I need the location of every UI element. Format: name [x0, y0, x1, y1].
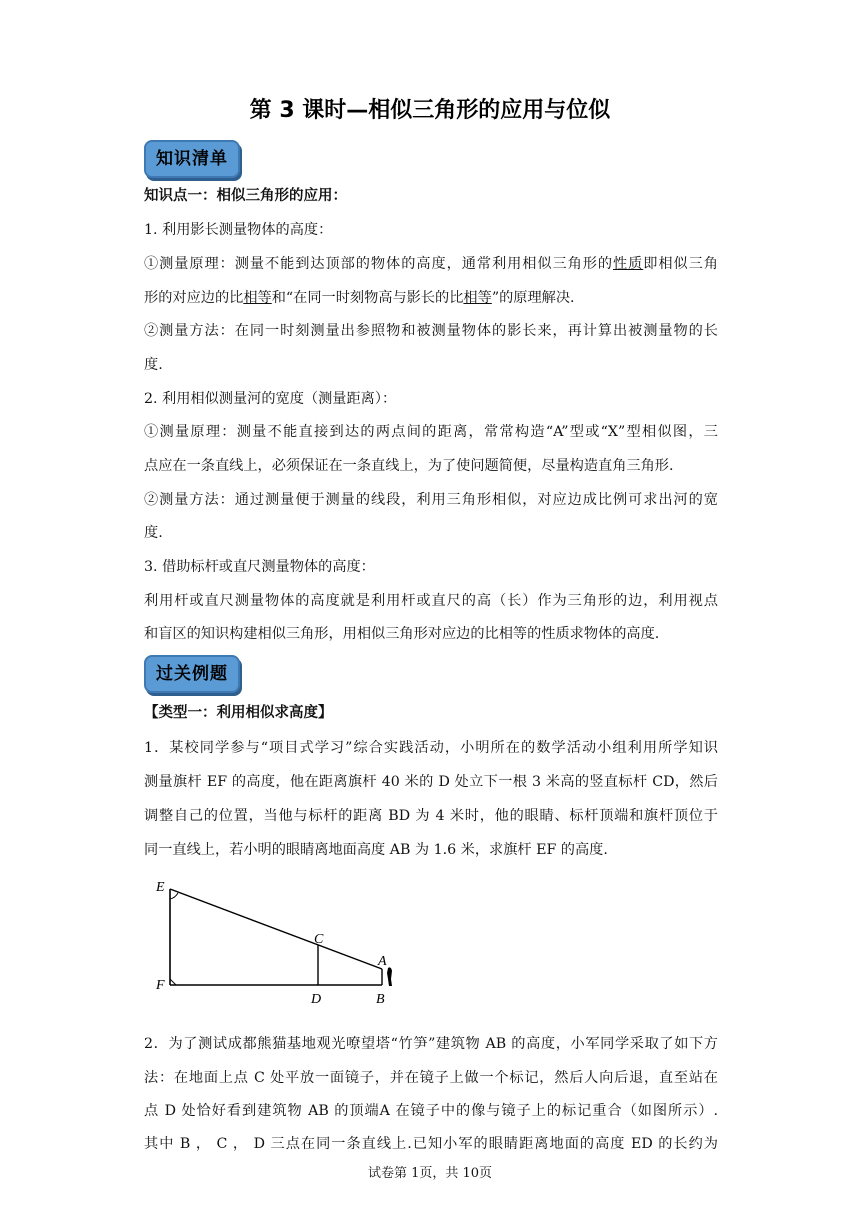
question-1-line4: 同一直线上，若小明的眼睛离地面高度 AB 为 1.6 米，求旗杆 EF 的高度. [144, 842, 608, 858]
paragraph-river-method-line2: 度. [144, 525, 163, 541]
label-c: C [314, 932, 324, 947]
text-segment: ”的原理解决. [491, 290, 575, 306]
text-segment: 即相似三角 [643, 256, 718, 272]
paragraph-3: 3. 借助标杆或直尺测量物体的高度： [144, 559, 375, 575]
flagpole-figure [150, 873, 410, 1008]
section-badge-knowledge-list: 知识清单 [144, 140, 240, 178]
underlined-term: 相等 [243, 290, 272, 306]
paragraph-method-line2: 度. [144, 357, 163, 373]
paragraph-pole-line1: 利用杆或直尺测量物体的高度就是利用杆或直尺的高（长）作为三角形的边，利用视点 [144, 593, 718, 609]
paragraph-1: 1. 利用影长测量物体的高度： [144, 222, 333, 238]
label-f: F [156, 978, 165, 993]
paragraph-principle-line1 [144, 254, 718, 274]
knowledge-point-heading: 知识点一：相似三角形的应用： [144, 188, 347, 204]
right-angle-marker-f [170, 979, 176, 985]
label-a: A [378, 954, 387, 969]
paragraph-method-line1: ②测量方法：在同一时刻测量出参照物和被测量物体的影长来，再计算出被测量物的长 [144, 323, 718, 339]
question-1-line1: 1．某校同学参与“项目式学习”综合实践活动，小明所在的数学活动小组利用所学知识 [144, 740, 718, 756]
text-segment: 形的对应边的比 [144, 290, 244, 306]
paragraph-river-principle-line1: ①测量原理：测量不能直接到达的两点间的距离，常常构造“A”型或“X”型相似图，三 [144, 424, 718, 440]
page-title: 第 3 课时—相似三角形的应用与位似 [249, 98, 611, 123]
section-badge-examples: 过关例题 [144, 655, 240, 693]
label-e: E [156, 880, 165, 895]
paragraph-principle-line2 [144, 288, 718, 308]
underlined-term: 性质 [613, 256, 644, 272]
question-1-line2: 测量旗杆 EF 的高度，他在距离旗杆 40 米的 D 处立下一根 3 米高的竖直标杆 CD，然后 [144, 774, 718, 790]
question-2-line1: 2．为了测试成都熊猫基地观光嘹望塔“竹笋”建筑物 AB 的高度，小军同学采取了如下方 [144, 1036, 718, 1052]
underlined-term: 相等 [463, 290, 492, 306]
paragraph-river-principle-line2: 点应在一条直线上，必须保证在一条直线上，为了使问题简便，尽量构造直角三角形. [144, 458, 674, 474]
page-footer: 试卷第 1页，共 10页 [367, 1166, 493, 1181]
type-heading: 【类型一：利用相似求高度】 [144, 705, 333, 721]
paragraph-2: 2. 利用相似测量河的宽度（测量距离）： [144, 391, 397, 407]
question-2-line4: 其中 B ， C ， D 三点在同一条直线上.已知小军的眼睛距离地面的高度 ED 的长约为 [144, 1136, 718, 1152]
label-b: B [376, 992, 385, 1007]
question-2-line3: 点 D 处恰好看到建筑物 AB 的顶端A 在镜子中的像与镜子上的标记重合（如图所示）. [144, 1103, 718, 1119]
person-icon [387, 967, 392, 986]
paragraph-pole-line2: 和盲区的知识构建相似三角形，用相似三角形对应边的比相等的性质求物体的高度. [144, 626, 660, 642]
text-segment: 和“在同一时刻物高与影长的比 [271, 290, 464, 306]
paragraph-river-method-line1: ②测量方法：通过测量便于测量的线段，利用三角形相似，对应边成比例可求出河的宽 [144, 492, 718, 508]
label-d: D [311, 992, 322, 1007]
sight-line-ea [170, 889, 382, 969]
angle-marker-e [170, 893, 178, 899]
text-segment: ①测量原理：测量不能到达顶部的物体的高度，通常利用相似三角形的 [144, 256, 613, 272]
question-1-line3: 调整自己的位置，当他与标杆的距离 BD 为 4 米时，他的眼睛、标杆顶端和旗杆顶位于 [144, 808, 718, 824]
question-2-line2: 法：在地面上点 C 处平放一面镜子，并在镜子上做一个标记，然后人向后退，直至站在 [144, 1070, 718, 1086]
